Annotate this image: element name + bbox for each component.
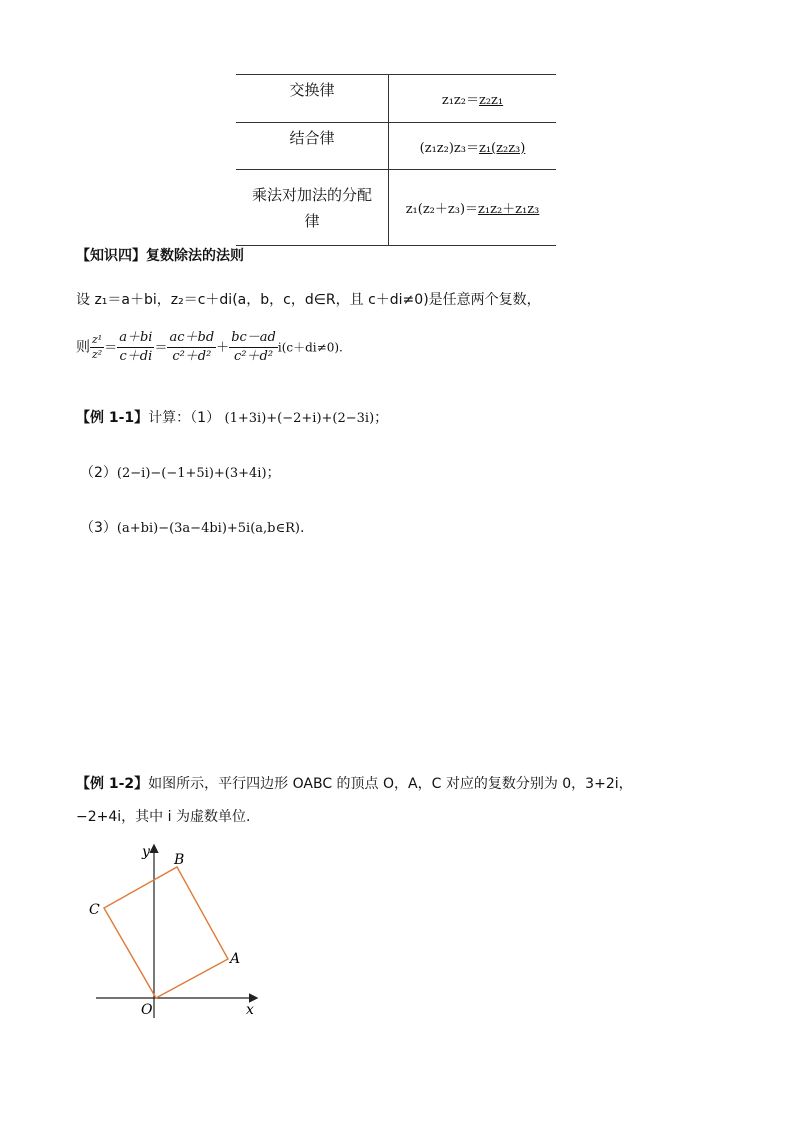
vertex-o-label: O bbox=[141, 1002, 153, 1018]
example-1-2-line2: −2+4i，其中 i 为虚数单位. bbox=[76, 809, 251, 825]
vertex-c-label: C bbox=[89, 902, 100, 918]
law-name: 结合律 bbox=[236, 123, 389, 170]
division-formula: 则 $\frac{\text{z¹}}{\text{z²}}$ ＝ $\frac{a+bi}{c+di}$ ＝ $\frac{ac+bd}{\text{c²＋d²}}$ ＋ $\frac{bc-ad}{\text{c²＋d²}}$ i(c＋di≠0). bbox=[76, 330, 343, 364]
y-axis-label: y bbox=[142, 844, 150, 860]
section-heading: 【知识四】复数除法的法则 bbox=[76, 248, 244, 264]
law-name: 乘法对加法的分配 律 bbox=[236, 170, 389, 246]
x-axis-label: x bbox=[246, 1002, 254, 1018]
table-row bbox=[236, 170, 556, 246]
law-name: 交换律 bbox=[236, 75, 389, 123]
example-1-1-line3: （3）(a+bi)−(3a−4bi)+5i(a,b∈R). bbox=[80, 520, 305, 536]
example-1-1-line2: （2）(2−i)−(−1+5i)+(3+4i)； bbox=[80, 465, 281, 481]
law-formula: (z₁z₂)z₃＝z₁(z₂z₃) bbox=[389, 123, 557, 170]
multiplication-laws-table bbox=[236, 74, 556, 246]
example-1-2-line1: 【例 1-2】如图所示，平行四边形 OABC 的顶点 O，A，C 对应的复数分别为 0，3+2i， bbox=[76, 776, 633, 792]
example-1-1-line1: 【例 1-1】计算：（1） (1+3i)+(−2+i)+(2−3i)； bbox=[76, 410, 389, 426]
law-formula: z₁z₂＝z₂z₁ bbox=[389, 75, 557, 123]
table-row bbox=[236, 123, 556, 170]
vertex-a-label: A bbox=[230, 951, 241, 967]
division-definition: 设 z₁＝a＋bi，z₂＝c＋di(a，b，c，d∈R，且 c＋di≠0)是任意两个复数， bbox=[76, 292, 541, 308]
vertex-b-label: B bbox=[174, 852, 185, 868]
law-formula: z₁(z₂＋z₃)＝z₁z₂＋z₁z₃ bbox=[389, 170, 557, 246]
parallelogram-figure bbox=[86, 836, 276, 1026]
parallelogram-oabc bbox=[104, 867, 228, 998]
table-row bbox=[236, 75, 556, 123]
